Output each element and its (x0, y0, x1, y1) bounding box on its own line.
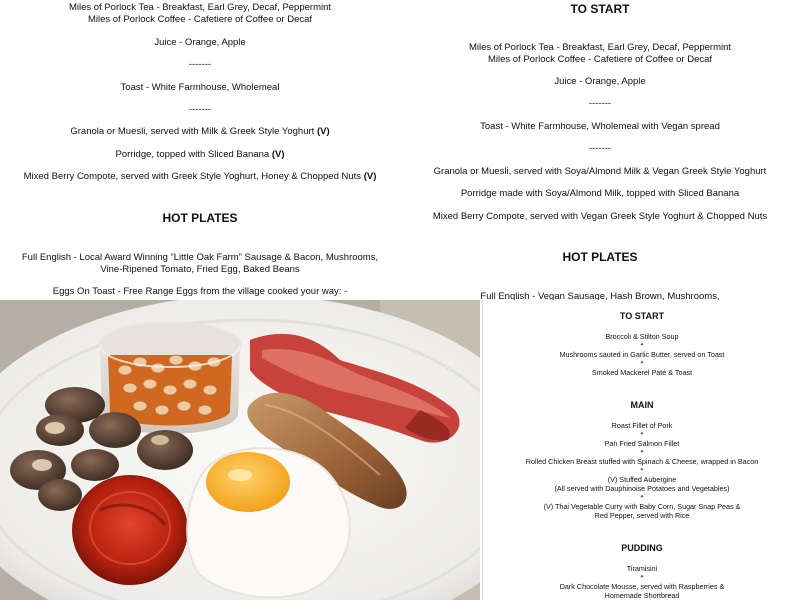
vegetarian-mark: (V) (271, 149, 285, 160)
separator: ------- (188, 104, 212, 115)
tea-line: Miles of Porlock Tea - Breakfast, Earl Grey, Decaf, Peppermint (68, 2, 332, 13)
breakfast-plate-image (0, 300, 480, 600)
compote-line: Mixed Berry Compote, served with Vegan Greek Style Yoghurt & Chopped Nuts (432, 211, 768, 222)
coffee-line: Miles of Porlock Coffee - Cafetiere of Coffee or Decaf (487, 53, 713, 65)
star-divider: ✦ (639, 574, 645, 580)
eggs-line: Eggs On Toast - Free Range Eggs from the village cooked your way: - (52, 286, 348, 297)
hot-plates-heading: HOT PLATES (562, 250, 638, 264)
starter-item: Mushrooms sauted in Garlic Butter, served on Toast (559, 350, 725, 359)
granola-line: Granola or Muesli, served with Soya/Almond Milk & Vegan Greek Style Yoghurt (433, 166, 767, 177)
star-divider: ✦ (639, 342, 645, 348)
toast-line: Toast - White Farmhouse, Wholemeal with Vegan spread (480, 121, 720, 132)
main-note: (All served with Dauphinoise Potatoes and Vegetables) (554, 484, 730, 493)
granola-text: Granola or Muesli, served with Milk & Greek Style Yoghurt (70, 126, 315, 137)
separator: ------- (588, 143, 612, 154)
juice-line: Juice - Orange, Apple (154, 37, 246, 48)
vegetarian-mark: (V) (316, 126, 330, 137)
dinner-menu (482, 300, 800, 600)
main-heading: MAIN (630, 400, 654, 410)
pudding-item: Dark Chocolate Mousse, served with Raspberries & (559, 582, 725, 591)
main-item: Rolled Chicken Breast stuffed with Spinach & Cheese, wrapped in Bacon (525, 457, 759, 466)
compote-text: Mixed Berry Compote, served with Greek Style Yoghurt, Honey & Chopped Nuts (23, 171, 362, 182)
full-english-line: Full English - Vegan Sausage, Hash Brown, Mushrooms, (480, 291, 720, 300)
vegetarian-mark: (V) (363, 171, 377, 182)
porridge-line (0, 149, 400, 161)
main-item: (V) Thai Vegetable Curry with Baby Corn, Sugar Snap Peas & (543, 502, 741, 511)
pudding-heading: PUDDING (621, 543, 663, 553)
star-divider: ✦ (639, 431, 645, 437)
full-english-line: Full English - Local Award Winning “Little Oak Farm” Sausage & Bacon, Mushrooms, (21, 252, 379, 263)
juice-line: Juice - Orange, Apple (554, 76, 646, 87)
star-divider: ✦ (639, 494, 645, 500)
toast-line: Toast - White Farmhouse, Wholemeal (120, 82, 280, 93)
starter-item: Broccoli & Stilton Soup (605, 332, 679, 341)
to-start-heading: TO START (570, 2, 630, 16)
star-divider: ✦ (639, 449, 645, 455)
separator: ------- (588, 98, 612, 109)
starter-item: Smoked Mackerel Paté & Toast (591, 368, 693, 377)
pudding-item: Tiramisini (626, 564, 658, 573)
breakfast-menu (0, 0, 400, 300)
coffee-line: Miles of Porlock Coffee - Cafetiere of Coffee or Decaf (87, 13, 313, 25)
full-english-line-2: Vine-Ripened Tomato, Fried Egg, Baked Beans (100, 263, 300, 275)
hot-plates-heading: HOT PLATES (162, 211, 238, 225)
pudding-item-line-2: Homemade Shortbread (604, 591, 680, 600)
separator: ------- (188, 59, 212, 70)
porridge-text: Porridge, topped with Sliced Banana (115, 149, 270, 160)
star-divider: ✦ (639, 360, 645, 366)
star-divider: ✦ (639, 467, 645, 473)
compote-line (0, 171, 400, 183)
main-item-line-2: Red Pepper, served with Rice (594, 511, 690, 520)
main-item: Roast Fillet of Pork (611, 421, 673, 430)
vegan-breakfast-menu (400, 0, 800, 300)
breakfast-photo (0, 300, 480, 600)
tea-line: Miles of Porlock Tea - Breakfast, Earl Grey, Decaf, Peppermint (468, 42, 732, 53)
main-item: Pan Fried Salmon Fillet (604, 439, 680, 448)
main-item: (V) Stuffed Aubergine (607, 475, 677, 484)
porridge-line: Porridge made with Soya/Almond Milk, topped with Sliced Banana (460, 188, 740, 199)
granola-line (0, 126, 400, 138)
to-start-heading: TO START (619, 311, 665, 321)
